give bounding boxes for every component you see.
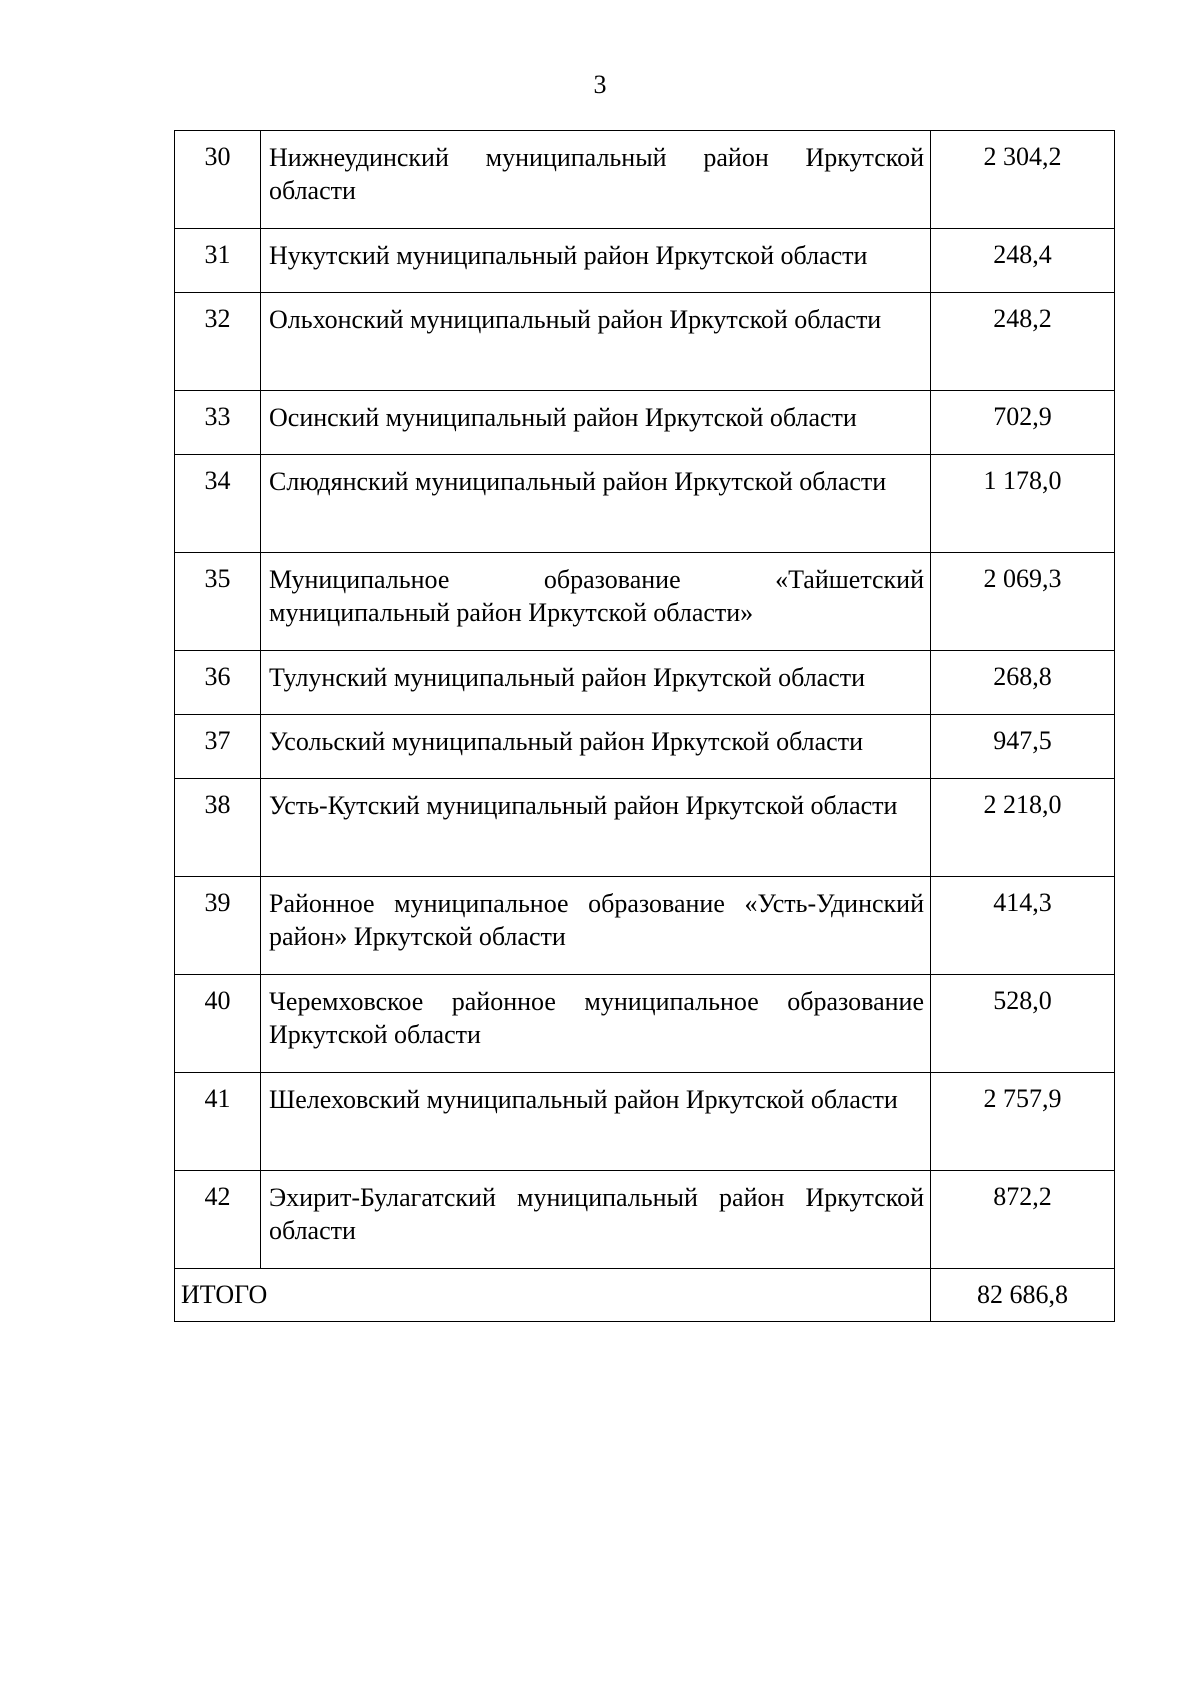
row-number: 38 [175, 779, 261, 877]
municipality-name: Эхирит-Булагатский муниципальный район Иркутской области [261, 1171, 931, 1269]
amount-value: 248,4 [931, 229, 1115, 293]
amount-value: 872,2 [931, 1171, 1115, 1269]
table-row [175, 391, 1115, 455]
municipality-name: Нижнеудинский муниципальный район Иркутской области [261, 131, 931, 229]
table-row [175, 1073, 1115, 1171]
municipality-name: Районное муниципальное образование «Усть-Удинский район» Иркутской области [261, 877, 931, 975]
municipality-name: Черемховское районное муниципальное образование Иркутской области [261, 975, 931, 1073]
table-row [175, 455, 1115, 553]
amount-value: 268,8 [931, 651, 1115, 715]
municipality-name: Муниципальное образование «Тайшетский муниципальный район Иркутской области» [261, 553, 931, 651]
table-row [175, 651, 1115, 715]
amount-value: 248,2 [931, 293, 1115, 391]
row-number: 30 [175, 131, 261, 229]
row-number: 32 [175, 293, 261, 391]
row-number: 33 [175, 391, 261, 455]
municipality-name: Шелеховский муниципальный район Иркутской области [261, 1073, 931, 1171]
table-row [175, 553, 1115, 651]
amount-value: 414,3 [931, 877, 1115, 975]
total-value: 82 686,8 [931, 1269, 1115, 1322]
amount-value: 947,5 [931, 715, 1115, 779]
total-label: ИТОГО [175, 1269, 931, 1322]
table-row [175, 975, 1115, 1073]
row-number: 35 [175, 553, 261, 651]
municipality-name: Нукутский муниципальный район Иркутской области [261, 229, 931, 293]
amount-value: 2 757,9 [931, 1073, 1115, 1171]
amount-value: 2 304,2 [931, 131, 1115, 229]
table-row [175, 779, 1115, 877]
table-row [175, 229, 1115, 293]
total-row [175, 1269, 1115, 1322]
table-row [175, 1171, 1115, 1269]
row-number: 40 [175, 975, 261, 1073]
municipality-name: Тулунский муниципальный район Иркутской области [261, 651, 931, 715]
table-row [175, 293, 1115, 391]
amount-value: 702,9 [931, 391, 1115, 455]
municipality-name: Усть-Кутский муниципальный район Иркутской области [261, 779, 931, 877]
municipality-name: Осинский муниципальный район Иркутской области [261, 391, 931, 455]
row-number: 34 [175, 455, 261, 553]
amount-value: 2 069,3 [931, 553, 1115, 651]
municipality-name: Усольский муниципальный район Иркутской области [261, 715, 931, 779]
row-number: 37 [175, 715, 261, 779]
table-row [175, 715, 1115, 779]
allocation-table [174, 130, 1115, 1322]
row-number: 36 [175, 651, 261, 715]
row-number: 31 [175, 229, 261, 293]
row-number: 39 [175, 877, 261, 975]
municipality-name: Слюдянский муниципальный район Иркутской области [261, 455, 931, 553]
row-number: 42 [175, 1171, 261, 1269]
table-row [175, 131, 1115, 229]
municipality-name: Ольхонский муниципальный район Иркутской области [261, 293, 931, 391]
table-row [175, 877, 1115, 975]
amount-value: 2 218,0 [931, 779, 1115, 877]
amount-value: 528,0 [931, 975, 1115, 1073]
row-number: 41 [175, 1073, 261, 1171]
page-number: 3 [593, 70, 607, 99]
amount-value: 1 178,0 [931, 455, 1115, 553]
